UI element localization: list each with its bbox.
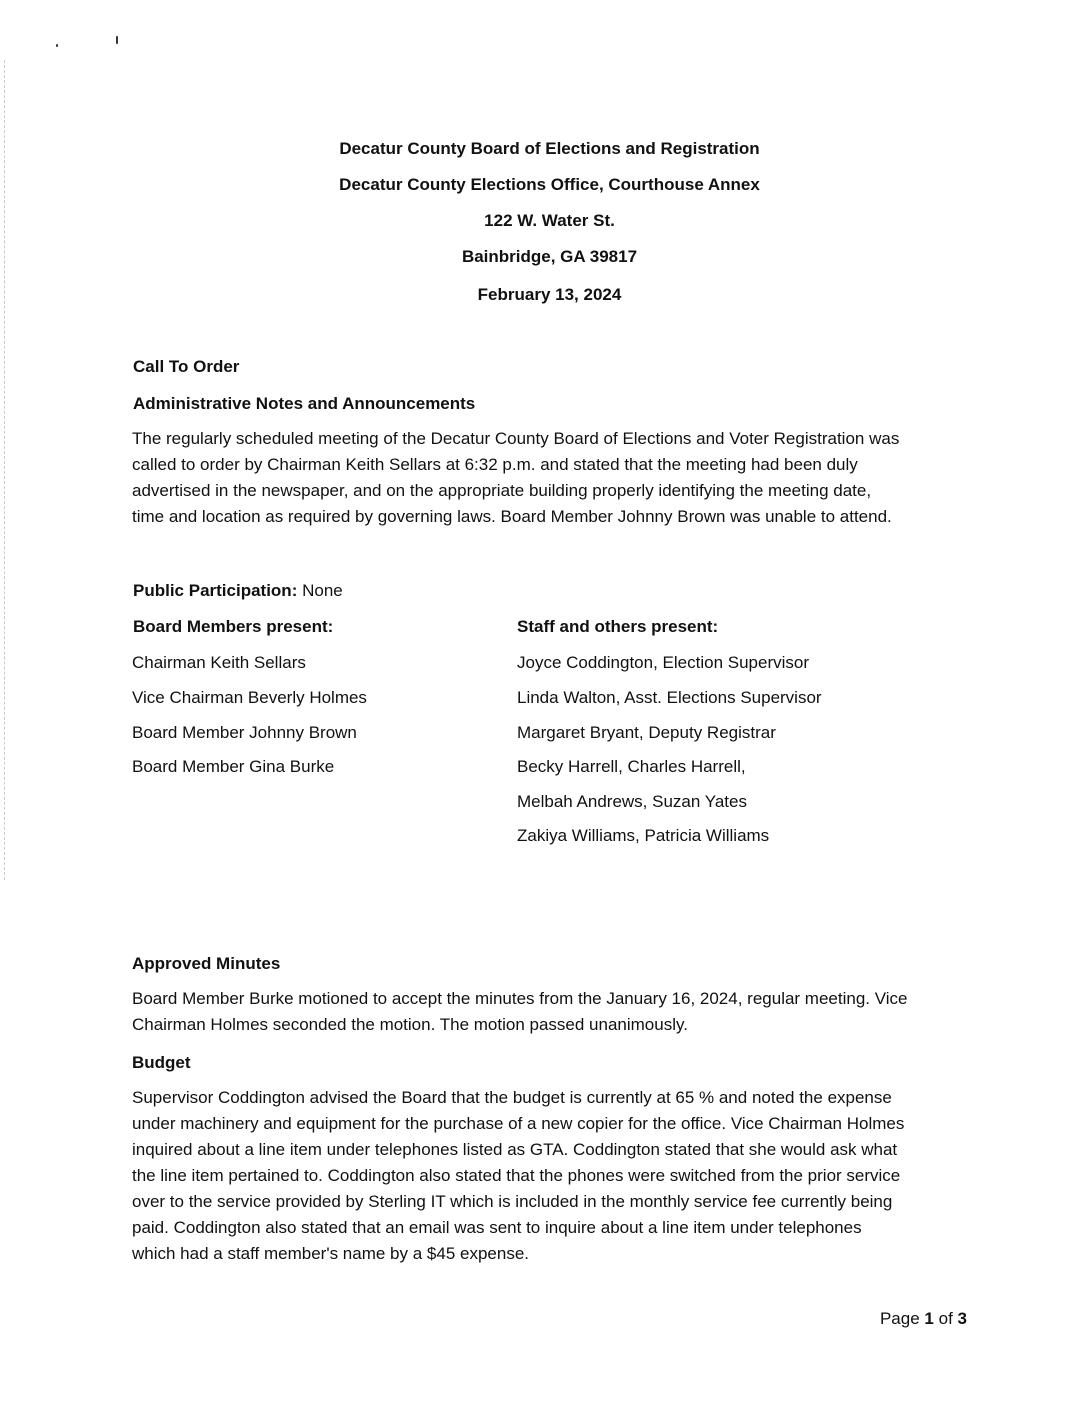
board-member-item: Board Member Johnny Brown	[132, 723, 357, 742]
paragraph-line: under machinery and equipment for the purchase of a new copier for the office. Vice Chairman Holmes	[132, 1114, 905, 1133]
board-member-item: Vice Chairman Beverly Holmes	[132, 688, 367, 707]
board-members-heading: Board Members present:	[133, 617, 334, 636]
paragraph-line: Supervisor Coddington advised the Board that the budget is currently at 65 % and noted the expense	[132, 1088, 892, 1107]
public-participation-value: None	[302, 581, 343, 600]
page-current: 1	[924, 1309, 934, 1328]
staff-heading: Staff and others present:	[517, 617, 719, 636]
budget-heading: Budget	[132, 1053, 191, 1072]
staff-item: Melbah Andrews, Suzan Yates	[517, 792, 747, 811]
page-total: 3	[957, 1309, 967, 1328]
board-member-item: Board Member Gina Burke	[132, 757, 335, 776]
paragraph-line: called to order by Chairman Keith Sellars at 6:32 p.m. and stated that the meeting had been duly	[132, 455, 858, 474]
budget-paragraph	[132, 1085, 982, 1267]
public-participation	[133, 580, 343, 602]
approved-minutes-paragraph	[132, 986, 982, 1038]
page-number	[880, 1308, 967, 1330]
street-address: 122 W. Water St.	[484, 211, 615, 230]
paragraph-line: the line item pertained to. Coddington also stated that the phones were switched from the prior service	[132, 1166, 901, 1185]
paragraph-line: The regularly scheduled meeting of the Decatur County Board of Elections and Voter Registration was	[132, 429, 900, 448]
board-member-item: Chairman Keith Sellars	[132, 653, 306, 672]
staff-item: Zakiya Williams, Patricia Williams	[517, 826, 770, 845]
org-title: Decatur County Board of Elections and Registration	[339, 139, 760, 158]
admin-notes-heading: Administrative Notes and Announcements	[133, 394, 476, 413]
approved-minutes-heading: Approved Minutes	[132, 954, 281, 973]
staff-item: Becky Harrell, Charles Harrell,	[517, 757, 746, 776]
of-word: of	[938, 1309, 953, 1328]
paragraph-line: which had a staff member's name by a $45 expense.	[132, 1244, 529, 1263]
paragraph-line: inquired about a line item under telephones listed as GTA. Coddington stated that she would ask what	[132, 1140, 898, 1159]
paragraph-line: Board Member Burke motioned to accept the minutes from the January 16, 2024, regular meeting. Vice	[132, 989, 908, 1008]
paragraph-line: Chairman Holmes seconded the motion. The motion passed unanimously.	[132, 1015, 688, 1034]
paragraph-line: advertised in the newspaper, and on the appropriate building properly identifying the meeting date,	[132, 481, 872, 500]
staff-item: Margaret Bryant, Deputy Registrar	[517, 723, 776, 742]
page-word: Page	[879, 1309, 920, 1328]
public-participation-label: Public Participation:	[133, 581, 298, 600]
staff-item: Joyce Coddington, Election Supervisor	[517, 653, 809, 672]
paragraph-line: time and location as required by governing laws. Board Member Johnny Brown was unable to attend.	[132, 507, 892, 526]
city-state-zip: Bainbridge, GA 39817	[461, 247, 638, 266]
scan-speck	[116, 36, 118, 44]
paragraph-line: over to the service provided by Sterling IT which is included in the monthly service fee currently being	[132, 1192, 893, 1211]
paragraph-line: paid. Coddington also stated that an email was sent to inquire about a line item under telephones	[132, 1218, 862, 1237]
admin-notes-paragraph	[132, 426, 982, 530]
scan-speck	[56, 44, 58, 47]
office-name: Decatur County Elections Office, Courthouse Annex	[339, 175, 760, 194]
meeting-date: February 13, 2024	[477, 285, 622, 304]
call-to-order-heading: Call To Order	[133, 357, 240, 376]
staff-item: Linda Walton, Asst. Elections Supervisor	[517, 688, 822, 707]
